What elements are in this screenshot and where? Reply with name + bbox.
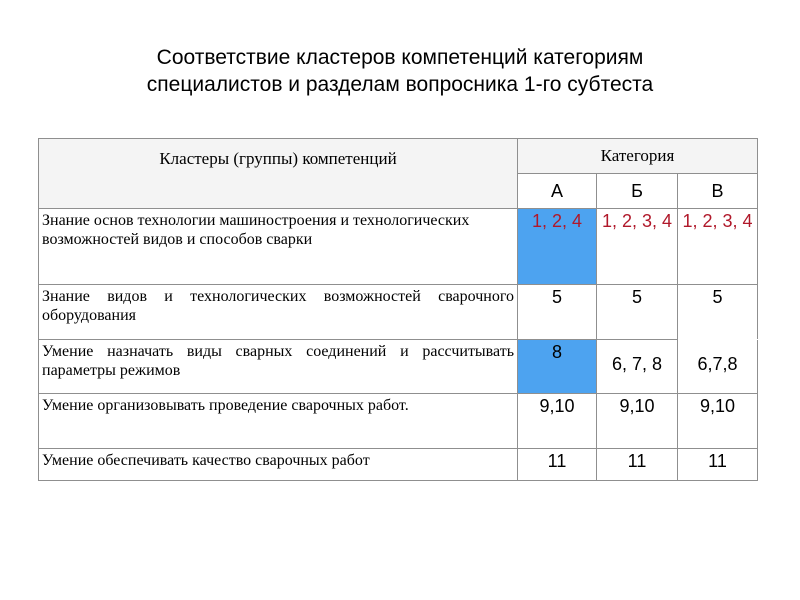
table-row — [39, 209, 758, 285]
value-cell: 9,10 — [678, 394, 758, 449]
value-cell: 1, 2, 3, 4 — [678, 209, 758, 285]
value-cell: 5 — [597, 285, 678, 340]
title-line-2: специалистов и разделам вопросника 1-го субтеста — [146, 73, 654, 96]
value-cell: 5 — [678, 285, 758, 340]
table-row — [39, 449, 758, 481]
value-cell: 6,7,8 — [678, 340, 758, 394]
column-b-header: Б — [597, 174, 678, 209]
column-a-header: А — [518, 174, 597, 209]
value-cell: 9,10 — [597, 394, 678, 449]
title-line-1: Соответствие кластеров компетенций категориям — [156, 46, 644, 69]
page-title — [0, 44, 800, 98]
row-label: Знание основ технологии машиностроения и технологических возможностей видов и способов сварки — [39, 209, 518, 285]
value-cell: 8 — [518, 340, 597, 394]
row-label: Умение организовывать проведение сварочных работ. — [39, 394, 518, 449]
value-cell: 5 — [518, 285, 597, 340]
value-cell: 11 — [597, 449, 678, 481]
table-row — [39, 340, 758, 394]
table-row — [39, 285, 758, 340]
value-cell: 1, 2, 4 — [518, 209, 597, 285]
category-header: Категория — [518, 139, 758, 174]
column-v-header: В — [678, 174, 758, 209]
value-cell: 6, 7, 8 — [597, 340, 678, 394]
row-label: Умение обеспечивать качество сварочных работ — [39, 449, 518, 481]
value-cell: 11 — [518, 449, 597, 481]
row-label: Умение назначать виды сварных соединений и рассчитывать параметры режимов — [39, 340, 518, 394]
clusters-header: Кластеры (группы) компетенций — [39, 139, 518, 209]
header-row — [39, 139, 758, 174]
value-cell: 11 — [678, 449, 758, 481]
value-cell: 9,10 — [518, 394, 597, 449]
value-cell: 1, 2, 3, 4 — [597, 209, 678, 285]
competency-table — [38, 138, 758, 481]
row-label: Знание видов и технологических возможностей сварочного оборудования — [39, 285, 518, 340]
table-row — [39, 394, 758, 449]
